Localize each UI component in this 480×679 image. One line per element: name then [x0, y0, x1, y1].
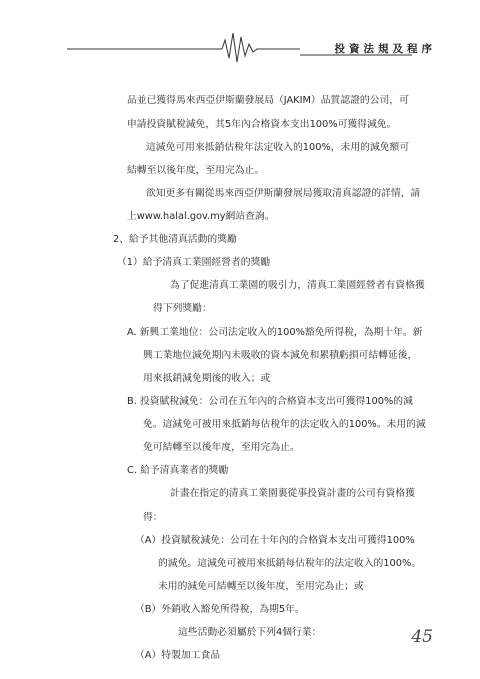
subsection-heading: （1）給予清真工業園經營者的獎勵 [117, 257, 271, 268]
text-line: 為了促進清真工業園的吸引力，清真工業園經營者有資格獲 [170, 280, 425, 291]
text-line: 計畫在指定的清真工業園裏從事投資計畫的公司有資格獲 [170, 488, 415, 499]
page-header [0, 0, 480, 70]
text-line: 的減免。這減免可被用來抵銷每估稅年的法定收入的100%。 [158, 558, 422, 569]
text-line: 興工業地位減免期內未吸收的資本減免和累積虧損可結轉延後， [143, 350, 418, 361]
text-line: 得下列獎勵： [153, 303, 212, 314]
list-item: A. 新興工業地位：公司法定收入的100%豁免所得稅，為期十年。新 [127, 327, 423, 338]
heartbeat-line-icon [0, 0, 480, 70]
text-line: 未用的減免可結轉至以後年度，至用完為止；或 [158, 581, 364, 592]
list-item: （A）特製加工食品 [135, 650, 221, 661]
list-item: C. 給予清真業者的獎勵 [127, 465, 229, 476]
text-line: 品並已獲得馬來西亞伊斯蘭發展局（JAKIM）品質認證的公司，可 [127, 95, 409, 106]
text-line: 上www.halal.gov.my網站查詢。 [127, 211, 275, 222]
text-line: 申請投資賦稅減免，其5年內合格資本支出100%可獲得減免。 [127, 119, 397, 130]
text-line: 免可結轉至以後年度，至用完為止。 [143, 442, 300, 453]
list-item: （A）投資賦稅減免：公司在十年內的合格資本支出可獲得100% [135, 535, 415, 546]
page-number: 45 [411, 627, 433, 647]
section-title: 投資法規及程序 [334, 43, 436, 55]
list-item: （B）外銷收入豁免所得稅，為期5年。 [135, 604, 305, 615]
text-line: 結轉至以後年度，至用完為止。 [127, 165, 265, 176]
text-line: 免。這減免可被用來抵銷每估稅年的法定收入的100%。未用的減 [143, 419, 426, 430]
text-line: 得： [143, 512, 163, 523]
text-line: 欲知更多有關從馬來西亞伊斯蘭發展局獲取清真認證的詳情，請 [146, 188, 421, 199]
text-line: 這些活動必須屬於下列4個行業： [178, 627, 322, 638]
section-heading: 2、給予其他清真活動的獎勵 [113, 234, 237, 245]
text-line: 這減免可用來抵銷估稅年法定收入的100%，未用的減免額可 [146, 142, 410, 153]
list-item: B. 投資賦稅減免：公司在五年內的合格資本支出可獲得100%的減 [127, 396, 413, 407]
text-line: 用來抵銷減免期後的收入；或 [143, 373, 271, 384]
